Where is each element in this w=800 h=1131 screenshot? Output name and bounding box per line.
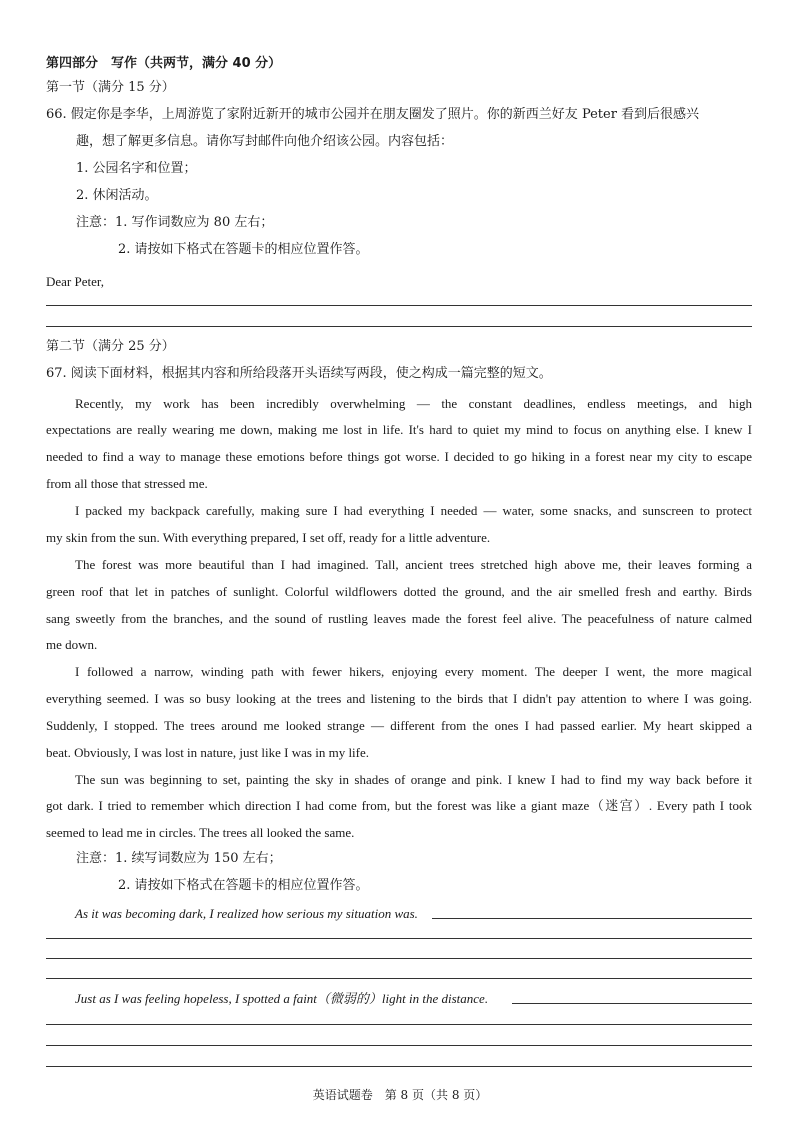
answer-line <box>46 978 752 979</box>
answer-line <box>46 326 752 327</box>
q66-item-2: 2. 休闲活动。 <box>76 188 158 203</box>
q67-note-1: 注意：1. 续写词数应为 150 左右； <box>76 851 282 866</box>
passage-line: green roof that let in patches of sunlight. Colorful wildflowers dotted the ground, and the air smelled fresh and earthy. Birds <box>46 584 752 599</box>
part-four-title: 第四部分 写作（共两节，满分 40 分） <box>46 56 282 71</box>
passage-line: I followed a narrow, winding path with fewer hikers, enjoying every moment. The deeper I went, the more magical <box>75 664 752 679</box>
answer-line <box>46 958 752 959</box>
q67-instruction: 67. 阅读下面材料，根据其内容和所给段落开头语续写两段，使之构成一篇完整的短文。 <box>46 366 552 381</box>
passage-line: sang sweetly from the branches, and the sound of rustling leaves made the forest feel alive. The peacefulness of nature calmed <box>46 611 752 626</box>
passage-line: I packed my backpack carefully, making sure I had everything I needed — water, some snacks, and sunscreen to protect <box>75 503 752 518</box>
letter-salutation: Dear Peter, <box>46 274 104 289</box>
passage-line: beat. Obviously, I was lost in nature, just like I was in my life. <box>46 745 370 760</box>
passage-line: The forest was more beautiful than I had imagined. Tall, ancient trees stretched high above me, their leaves forming a <box>75 557 752 572</box>
answer-line <box>46 305 752 306</box>
answer-line <box>46 1066 752 1067</box>
passage-line: The sun was beginning to set, painting the sky in shades of orange and pink. I knew I had to find my way back before it <box>75 772 752 787</box>
passage-line: from all those that stressed me. <box>46 476 208 491</box>
continuation-prompt-1: As it was becoming dark, I realized how serious my situation was. <box>75 906 418 921</box>
passage-line: seemed to lead me in circles. The trees all looked the same. <box>46 825 355 840</box>
answer-line <box>46 938 752 939</box>
page-footer: 英语试题卷 第 8 页（共 8 页） <box>312 1088 488 1102</box>
passage-line: expectations are really wearing me down, making me lost in life. It's hard to quiet my mind to focus on anything else. I knew I <box>46 422 752 437</box>
q67-note-2: 2. 请按如下格式在答题卡的相应位置作答。 <box>118 878 369 893</box>
passage-line: needed to find a way to manage these emotions before things got worse. I decided to go hiking in a forest near my city to escape <box>46 449 752 464</box>
passage-line: my skin from the sun. With everything prepared, I set off, ready for a little adventure. <box>46 530 491 545</box>
q66-text-line-2: 趣，想了解更多信息。请你写封邮件向他介绍该公园。内容包括： <box>76 134 454 149</box>
answer-line <box>46 1045 752 1046</box>
q66-item-1: 1. 公园名字和位置； <box>76 161 197 176</box>
continuation-prompt-2: Just as I was feeling hopeless, I spotted a faint（微弱的）light in the distance. <box>75 991 489 1006</box>
passage-line: Suddenly, I stopped. The trees around me looked strange — different from the ones I had passed earlier. My heart skipped a <box>46 718 752 733</box>
q66-note-1: 注意：1. 写作词数应为 80 左右； <box>76 215 274 230</box>
q66-text-line-1: 66. 假定你是李华，上周游览了家附近新开的城市公园并在朋友圈发了照片。你的新西兰好友 Peter 看到后很感兴 <box>46 107 700 122</box>
answer-line <box>432 918 752 919</box>
passage-line: me down. <box>46 637 98 652</box>
answer-line <box>46 1024 752 1025</box>
section-1-title: 第一节（满分 15 分） <box>46 80 175 95</box>
passage-line: got dark. I tried to remember which direction I had come from, but the forest was like a giant maze（迷宫）. Every path I took <box>46 798 752 813</box>
passage-line: Recently, my work has been incredibly overwhelming — the constant deadlines, endless meetings, and high <box>75 396 752 411</box>
section-2-title: 第二节（满分 25 分） <box>46 339 175 354</box>
passage-line: everything seemed. I was so busy looking at the trees and listening to the birds that I didn't pay attention to where I was going. <box>46 691 752 706</box>
answer-line <box>512 1003 752 1004</box>
q66-note-2: 2. 请按如下格式在答题卡的相应位置作答。 <box>118 242 369 257</box>
